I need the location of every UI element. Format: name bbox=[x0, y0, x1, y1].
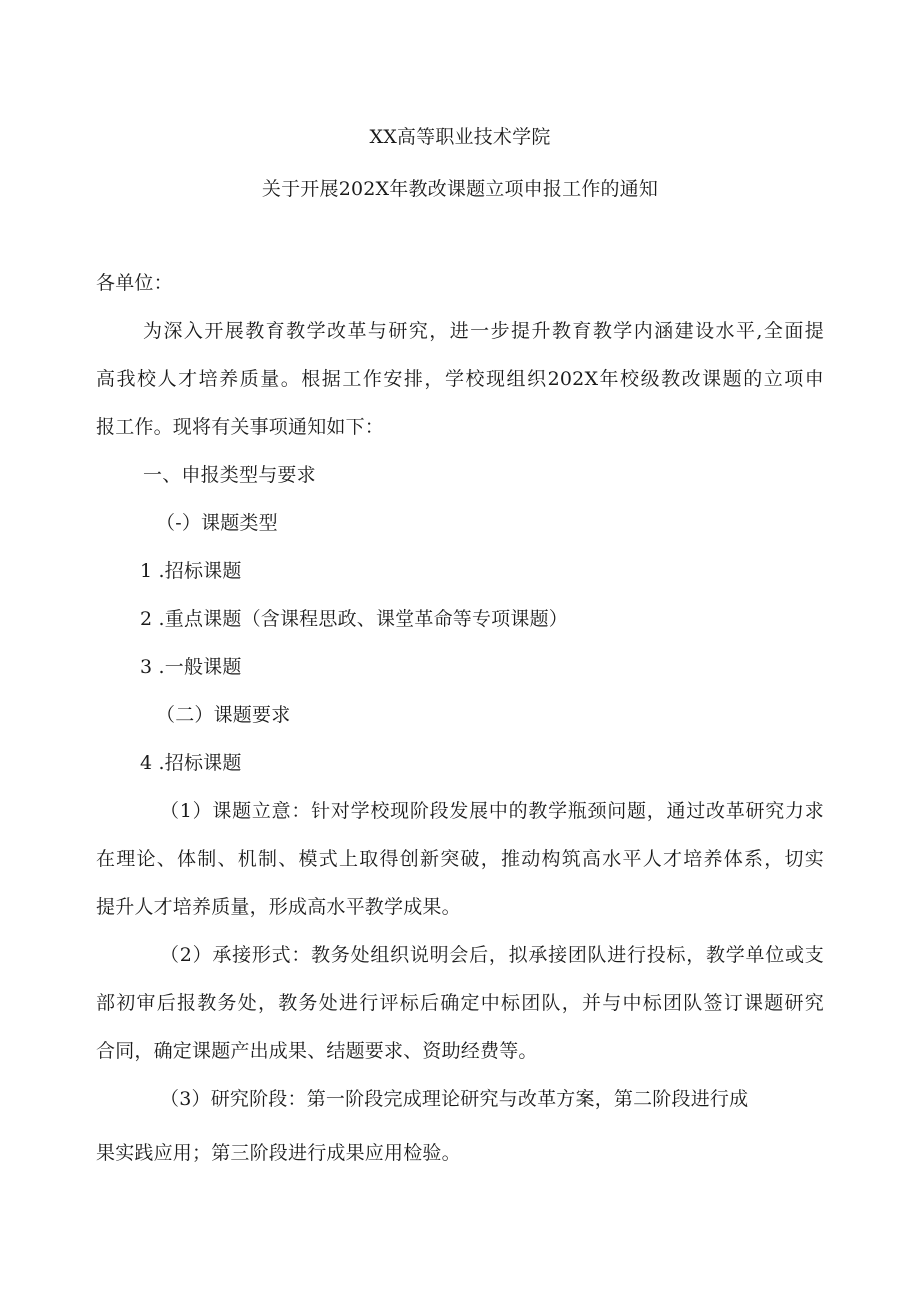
paragraph-2-line-3: 合同，确定课题产出成果、结题要求、资助经费等。 bbox=[96, 1040, 538, 1062]
list-item: 4 .招标课题 bbox=[140, 752, 242, 774]
intro-line-2: 高我校人才培养质量。根据工作安排，学校现组织202X年校级教改课题的立项申 bbox=[96, 368, 824, 390]
intro-line-1: 为深入开展教育教学改革与研究，进一步提升教育教学内涵建设水平,全面提 bbox=[143, 320, 824, 342]
greeting: 各单位： bbox=[96, 272, 173, 294]
paragraph-2-line-2: 部初审后报教务处，教务处进行评标后确定中标团队，并与中标团队签订课题研究 bbox=[96, 992, 824, 1014]
section-heading-1: 一、申报类型与要求 bbox=[143, 464, 316, 486]
intro-line-3: 报工作。现将有关事项通知如下： bbox=[96, 416, 385, 438]
subsection-heading-requirements: （二）课题要求 bbox=[156, 704, 291, 726]
list-item: 3 .一般课题 bbox=[140, 656, 242, 678]
paragraph-1-line-2: 在理论、体制、机制、模式上取得创新突破，推动构筑高水平人才培养体系，切实 bbox=[96, 848, 824, 870]
paragraph-1-line-3: 提升人才培养质量，形成高水平教学成果。 bbox=[96, 896, 461, 918]
paragraph-1-line-1: （1）课题立意：针对学校现阶段发展中的教学瓶颈问题，通过改革研究力求 bbox=[160, 800, 824, 822]
school-name: XX高等职业技术学院 bbox=[369, 126, 551, 148]
paragraph-2-line-1: （2）承接形式：教务处组织说明会后，拟承接团队进行投标，教学单位或支 bbox=[160, 944, 824, 966]
list-item: 2 .重点课题（含课程思政、课堂革命等专项课题） bbox=[140, 608, 568, 630]
list-item: 1 .招标课题 bbox=[140, 560, 242, 582]
paragraph-3-line-2: 果实践应用；第三阶段进行成果应用检验。 bbox=[96, 1142, 461, 1164]
subsection-heading-types: （-）课题类型 bbox=[156, 512, 278, 534]
paragraph-3-line-1: （3）研究阶段：第一阶段完成理论研究与改革方案，第二阶段进行成 bbox=[160, 1088, 749, 1110]
document-title: 关于开展202X年教改课题立项申报工作的通知 bbox=[261, 178, 659, 200]
